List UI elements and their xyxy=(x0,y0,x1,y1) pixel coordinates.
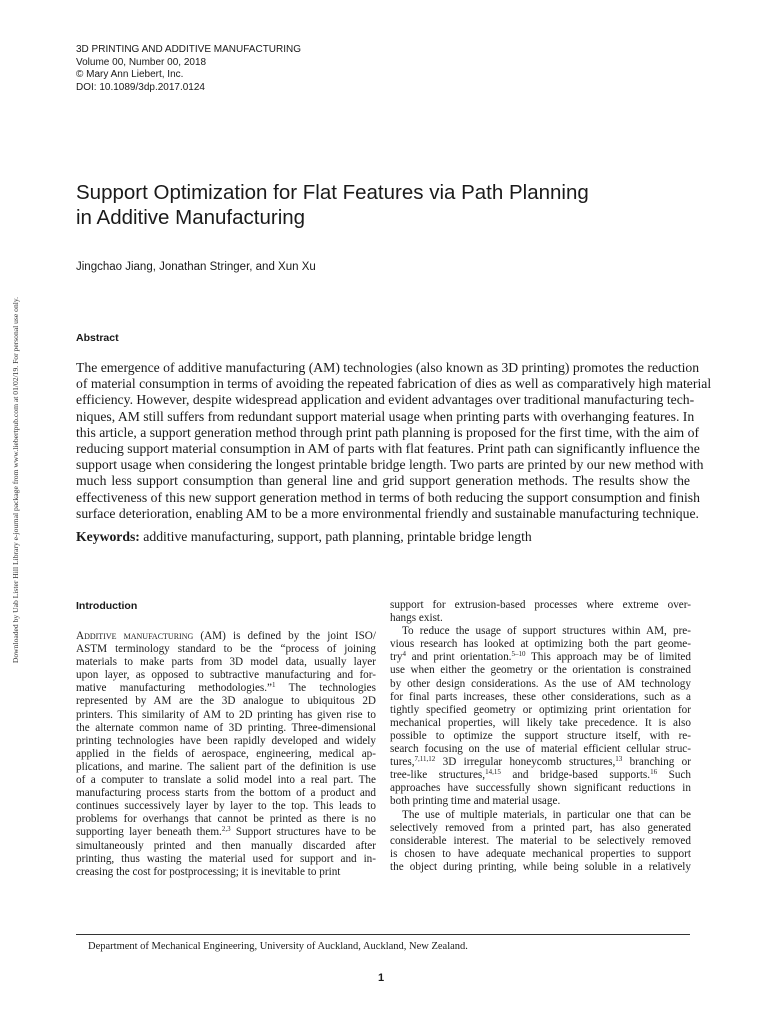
paragraph-line: hangs exist. xyxy=(390,612,443,625)
paragraph-line: selectively removed from a printed part, has also generated xyxy=(390,821,691,834)
journal-name: 3D PRINTING AND ADDITIVE MANUFACTURING xyxy=(76,44,302,55)
paragraph-line: problems for overhangs that cannot be printed as there is no xyxy=(76,813,376,826)
paragraph-line: try$^4$ and print orientation.$^{5-10}$ This approach may be of limited xyxy=(390,650,691,664)
paragraph-line: of a computer to translate a solid model into a real part. The xyxy=(76,774,376,787)
paragraph-line: considerable interest. The material to be selectively removed xyxy=(390,834,691,847)
citation-ref[interactable]: 13 xyxy=(615,755,623,764)
paragraph-line: the alternate common name of 3D printing. Three-dimensional xyxy=(76,721,376,734)
paper-title-line: in Additive Manufacturing xyxy=(76,206,306,229)
paragraph-line: upon layer, as opposed to subtractive manufacturing and for- xyxy=(76,669,376,682)
paragraph-line: printing technologies have been rapidly developed and widely xyxy=(76,734,376,747)
paragraph-line: use when either the geometry or the orientation is constrained xyxy=(390,664,691,677)
page-number: 1 xyxy=(378,972,385,984)
abstract-line: support usage when considering the longest printable bridge length. Two parts are printed by our new method with xyxy=(76,457,704,473)
paper-title-line: Support Optimization for Flat Features via Path Planning xyxy=(76,181,589,204)
citation-ref[interactable]: 4 xyxy=(402,650,406,659)
paragraph-line: Additive manufacturing (AM) is defined by the joint ISO/ xyxy=(76,630,376,642)
citation-ref[interactable]: 2,3 xyxy=(221,825,231,834)
paragraph-line: both printing time and material usage. xyxy=(390,795,561,808)
paragraph-line: mechanical properties, will likely take precedence. It is also xyxy=(390,716,691,729)
paragraph-line: for final parts increases, these other considerations, such as a xyxy=(390,690,691,703)
abstract-line: reducing support material consumption in AM of parts with flat features. Print path can significantly influence the xyxy=(76,441,700,457)
paragraph-line: possible to optimize the support structure itself, with re- xyxy=(390,729,691,742)
journal-doi[interactable]: DOI: 10.1089/3dp.2017.0124 xyxy=(76,81,205,93)
citation-ref[interactable]: 16 xyxy=(650,768,658,777)
paragraph-line: materials to make parts from 3D model data, usually layer xyxy=(76,656,376,669)
paper-title xyxy=(76,180,696,230)
paragraph-line: vious research has looked at optimizing both the part geome- xyxy=(390,638,691,651)
paragraph-line: tures,$^{7,11,12}$ 3D irregular honeycomb structures,$^{13}$ branching or xyxy=(390,755,691,769)
abstract-line: effectiveness of this new support generation method in terms of both reducing the support consumption and finish xyxy=(76,489,700,505)
paragraph-line: manufacturing process starts from the bottom of a product and xyxy=(76,787,376,800)
paragraph-line: search focusing on the use of material efficient cellular struc- xyxy=(390,743,691,756)
authors: Jingchao Jiang, Jonathan Stringer, and Xun Xu xyxy=(76,261,316,273)
left-column xyxy=(76,630,376,879)
citation-ref[interactable]: 1 xyxy=(272,681,276,690)
abstract-body xyxy=(76,360,712,522)
paragraph-line: by other design considerations. As the use of AM technology xyxy=(390,677,691,690)
abstract-line: niques, AM still suffers from redundant support material usage when printing parts with overhanging features. In xyxy=(76,408,695,424)
abstract-line: efficiency. However, despite widespread application and evident advantages over traditional manufacturing tech- xyxy=(76,392,695,408)
lead-smallcaps: Additive manufacturing xyxy=(76,630,194,642)
paragraph-line: The use of multiple materials, in particular one that can be xyxy=(402,808,691,821)
paragraph-line: To reduce the usage of support structures within AM, pre- xyxy=(402,625,691,638)
abstract-line: this article, a support generation method through print path planning is proposed for the first time, with the aim of xyxy=(76,424,700,440)
abstract-line: surface deterioration, enabling AM to be a more environmental friendly and sustainable manufacturing technique. xyxy=(76,505,699,521)
paragraph-line: the object during printing, while being soluble in a relatively xyxy=(390,860,691,873)
abstract-line: much less support consumption than general line and grid support generation methods. The results show the xyxy=(76,473,690,489)
paragraph-line: printing, thus wasting the material used for support and in- xyxy=(76,852,376,865)
paragraph-line: ASTM terminology standard to be the “process of joining xyxy=(76,643,376,656)
keywords-text: additive manufacturing, support, path planning, printable bridge length xyxy=(143,529,532,544)
keywords-label: Keywords: xyxy=(76,529,140,544)
paragraph-line: mative manufacturing methodologies.”$^1$ The technologies xyxy=(76,681,376,695)
citation-ref[interactable]: 7,11,12 xyxy=(414,755,436,764)
introduction-heading: Introduction xyxy=(76,600,138,612)
paragraph-line: supporting layer beneath them.$^{2,3}$ Support structures have to be xyxy=(76,825,377,839)
citation-ref[interactable]: 5–10 xyxy=(511,650,526,659)
affiliation-footnote: Department of Mechanical Engineering, University of Auckland, Auckland, New Zealand. xyxy=(88,941,468,952)
journal-header xyxy=(76,44,301,94)
right-column xyxy=(390,599,691,874)
citation-ref[interactable]: 14,15 xyxy=(485,768,501,777)
journal-volume: Volume 00, Number 00, 2018 xyxy=(76,56,207,68)
paragraph-line: creasing the cost for postprocessing; it is inevitable to print xyxy=(76,865,341,878)
download-watermark: Downloaded by Uab Lister Hill Library e-journal package from www.liebertpub.com at 01/02/19. For personal use only. xyxy=(11,296,20,664)
paragraph-line: represented by AM are the 3D analogue to ubiquitous 2D xyxy=(76,695,376,708)
keywords xyxy=(76,529,532,545)
abstract-heading: Abstract xyxy=(76,332,119,344)
paragraph-line: printers. This similarity of AM to 2D printing has given rise to xyxy=(76,708,376,721)
abstract-line: of material consumption in terms of avoiding the repeated fabrication of dies as well as comparatively high material xyxy=(76,376,712,392)
paragraph-line: approaches have successfully shown significant reductions in xyxy=(390,782,691,795)
paragraph-line: applied in the fields of aerospace, engineering, medical ap- xyxy=(76,747,376,760)
paragraph-line: plications, and marine. The salient part of the definition is use xyxy=(76,760,376,773)
paragraph-line: support for extrusion-based processes where extreme over- xyxy=(390,599,691,611)
abstract-line: The emergence of additive manufacturing (AM) technologies (also known as 3D printing) promotes the reduction xyxy=(76,360,700,375)
paragraph-line: continues successively layer by layer to the top. This leads to xyxy=(76,800,376,813)
paragraph-line: tree-like structures,$^{14,15}$ and bridge-based supports.$^{16}$ Such xyxy=(390,768,691,782)
journal-copyright: © Mary Ann Liebert, Inc. xyxy=(76,69,184,80)
footnote-divider xyxy=(76,934,690,935)
paragraph-line: simultaneously printed and then manually discarded after xyxy=(76,839,376,852)
paragraph-line: is chosen to have adequate mechanical properties to support xyxy=(390,847,691,860)
paragraph-line: tightly specified geometry or optimizing print orientation for xyxy=(390,703,691,716)
